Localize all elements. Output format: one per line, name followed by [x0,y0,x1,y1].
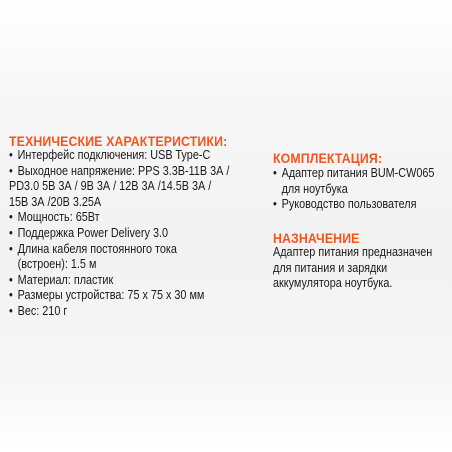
purpose-line: Адаптер питания предназначен [273,245,433,259]
bullet-icon: • [273,166,277,180]
purpose-line: для питания и зарядки [273,260,388,275]
bullet-icon: • [9,148,13,162]
bullet-icon: • [9,210,13,225]
list-item: • Размеры устройства: 75 х 75 х 30 мм [9,288,205,303]
list-item: • Руководство пользователя [273,197,417,212]
list-item: • Длина кабеля постоянного тока [9,241,177,256]
purpose-text [273,245,452,292]
bullet-icon: • [273,197,277,212]
bullet-icon: • [9,288,13,303]
list-item: • Адаптер питания BUM-CW065 [273,166,435,180]
list-item-continuation: (встроен): 1.5 м [17,257,97,272]
purpose-line: аккумулятора ноутбука. [273,276,393,291]
bullet-icon: • [9,272,13,287]
specs-heading: ТЕХНИЧЕСКИЕ ХАРАКТЕРИСТИКИ: [9,133,228,149]
kit-heading: КОМПЛЕКТАЦИЯ: [273,150,383,166]
list-item: • Вес: 210 г [9,303,68,318]
specs-list [9,148,265,320]
purpose-heading: НАЗНАЧЕНИЕ [273,230,360,246]
bullet-icon: • [9,163,13,178]
bullet-icon: • [9,225,13,240]
list-item-continuation: 15В 3А /20В 3.25А [9,194,102,209]
list-item: • Материал: пластик [9,272,114,287]
list-item: • Мощность: 65Вт [9,210,100,225]
bullet-icon: • [9,241,13,256]
bullet-icon: • [9,303,13,318]
list-item: • Выходное напряжение: PPS 3.3В-11В 3А / [9,163,230,178]
list-item-continuation: PD3.0 5В 3А / 9В 3А / 12В 3А /14.5В 3А / [9,179,212,194]
kit-list [273,166,452,213]
list-item-continuation: для ноутбука [281,181,348,196]
list-item: • Поддержка Power Delivery 3.0 [9,225,169,240]
list-item: • Интерфейс подключения: USB Type-C [9,148,211,162]
